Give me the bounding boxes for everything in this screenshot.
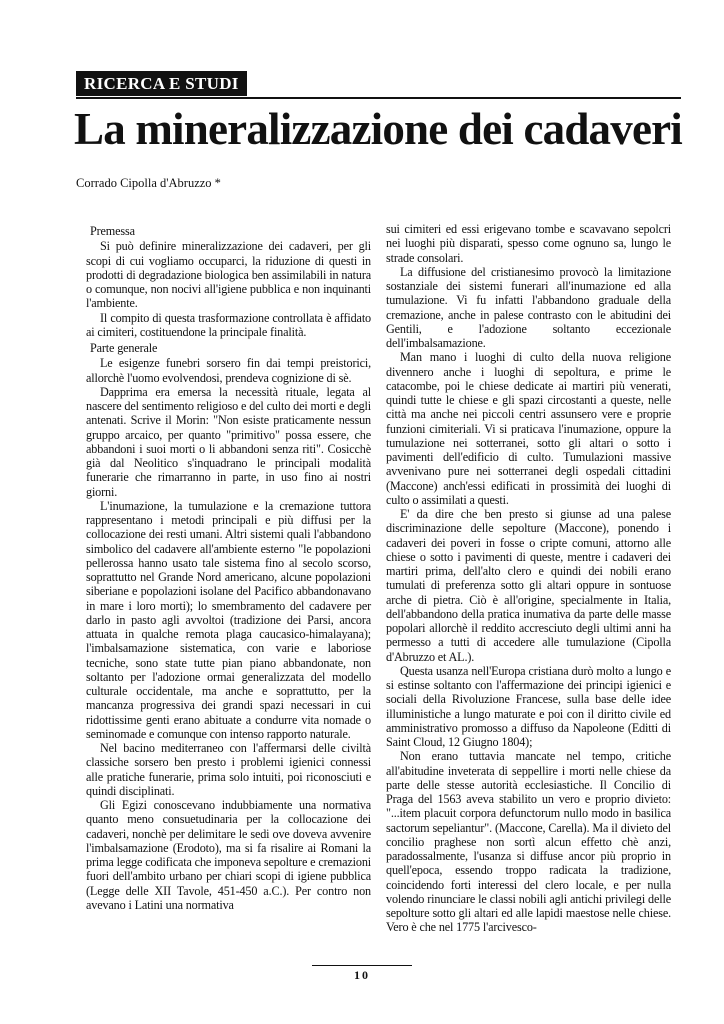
- section-heading-premessa: Premessa: [90, 224, 135, 238]
- paragraph: Le esigenze funebri sorsero fin dai tempi preistorici, allorchè l'uomo evolvendosi, prendeva cognizione di sè.: [86, 356, 371, 385]
- page-number: 10: [354, 968, 370, 982]
- paragraph: Non erano tuttavia mancate nel tempo, critiche all'abitudine inveterata di seppellire i morti nelle chiese da parte delle stesse autorità ecclesiastiche. Il Concilio di Praga del 1563 aveva stabilito un vero e proprio divieto: "...item placuit corpora defunctorum nullo modo in basilica sactorum sepeliantur". (Maccone, Carella). Ma il divieto del concilio praghese non sortì alcun effetto chè anzi, paradossalmente, l'usanza si diffuse ancor più proprio in quell'epoca, essendo troppo radicata la tradizione, coincidendo forti interessi del clero locale, e per nulla volendo rinunciare le classi nobili agli antichi privilegi delle sepolture sotto gli altari ed alle lapidi maestose nelle chiese. Vero è che nel 1775 l'arcivesco-: [386, 749, 671, 935]
- paragraph: Questa usanza nell'Europa cristiana durò molto a lungo e si estinse soltanto con l'affermazione dei principi igienici e sociali della Rivoluzione Francese, sulla base delle idee illuministiche a lungo maturate e poi con il diritto civile ed amministrativo promosso a diffuso da Napoleone (Editti di Saint Cloud, 12 Giugno 1804);: [386, 663, 671, 749]
- section-heading-parte-generale: Parte generale: [90, 341, 158, 355]
- header-rule: [76, 97, 681, 99]
- paragraph: Si può definire mineralizzazione dei cadaveri, per gli scopi di cui vogliamo occuparci, la riduzione di questi in prodotti di degradazione biologica ben assimilabili in natura o comunque, non nocivi all'igiene pubblica e non inquinanti l'ambiente.: [86, 239, 371, 311]
- paragraph: Il compito di questa trasformazione controllata è affidato ai cimiteri, costituendone la principale finalità.: [86, 310, 371, 339]
- paragraph: Nel bacino mediterraneo con l'affermarsi delle civiltà classiche sorsero ben presto i problemi igienici connessi alle pratiche funerarie, prima solo intuiti, poi riconosciuti e quindi disciplinati.: [86, 741, 371, 798]
- paragraph: Gli Egizi conoscevano indubbiamente una normativa quanto meno consuetudinaria per la collocazione dei cadaveri, nonchè per delimitare le sedi ove doveva avvenire l'imbalsamazione (Erodoto), ma si fa risalire ai Romani la prima legge codificata che imponeva sepolture e cremazioni fuori dell'ambito urbano per chiari scopi di igiene pubblica (Legge delle XII Tavole, 451-450 a.C.). Per contro non avevano i Latini una normativa: [86, 798, 371, 912]
- section-label: RICERCA E STUDI: [76, 71, 247, 96]
- article-author: Corrado Cipolla d'Abruzzo *: [76, 176, 221, 190]
- paragraph: Dapprima era emersa la necessità rituale, legata al nascere del sentimento religioso e del culto dei morti e degli antenati. Scrive il Morin: "Non esiste praticamente nessun gruppo arcaico, per quanto "primitivo" possa essere, che abbandoni i suoi morti o li abbandoni senza riti". Cosicchè già dal Neolitico s'inquadrano le principali modalità funerarie che rimarranno in parte, in uso fino ai nostri giorni.: [86, 384, 371, 499]
- article-title: La mineralizzazione dei cadaveri: [74, 104, 683, 154]
- left-column: [86, 222, 371, 912]
- paragraph: sui cimiteri ed essi erigevano tombe e scavavano sepolcri nei luoghi più disparati, spesso come ognuno sa, lungo le strade consolari.: [386, 222, 671, 265]
- right-column: [386, 222, 671, 935]
- paragraph: La diffusione del cristianesimo provocò la limitazione sostanziale dei sistemi funerari all'inumazione ed alla tumulazione. Vi fu infatti l'abbandono graduale della cremazione, anche in palese contrasto con le abitudini dei Gentili, e l'adozione soltanto eccezionale dell'imbalsamazione.: [386, 264, 671, 350]
- paragraph: E' da dire che ben presto si giunse ad una palese discriminazione delle sepolture (Maccone), ponendo i cadaveri dei poveri in fosse o cripte comuni, attorno alle chiese o sotto i pavimenti di queste, mentre i cadaveri dei martiri prima, dell'alto clero e quindi dei nobili erano tumulati di preferenza sotto gli altari oppure in sontuose arche di pietra. Ciò è all'origine, specialmente in Italia, dell'abbandono della pratica inumativa da parte delle masse popolari allorchè il reddito accresciuto degli ultimi anni ha permesso a tutti di accedere alle tumulazione (Cipolla d'Abruzzo et AL.).: [386, 507, 671, 664]
- footer-rule: [312, 965, 412, 966]
- paragraph: L'inumazione, la tumulazione e la cremazione tuttora rappresentano i metodi principali e più diffusi per la collocazione dei resti umani. Altri sistemi quali l'abbandono simbolico del cadavere all'ambiente esterno "le popolazioni pellerossa hanno usato tale sistema fino al secolo scorso, soprattutto nel Grande Nord americano, alcune popolazioni siberiane e popolazioni isolane del Pacifico abbandonavano in mare i loro morti); lo smembramento del cadavere per darlo in pasto agli avvoltoi (tradizione dei Parsi, ancora attuata in qualche remota plaga caucasico-himalayana); l'imbalsamazione sistematica, con varie e laboriose tecniche, sono state tutte pian piano abbandonate, non soltanto per l'adozione ormai generalizzata del modello culturale occidentale, ma anche e soprattutto, per la mancanza progressiva dei grandi spazi necessari in cui ridottissime genti erano abituate a condurre vita nomade o seminomade e comunque con intenso rapporto naturale.: [86, 498, 371, 741]
- paragraph: Man mano i luoghi di culto della nuova religione divennero anche i luoghi di sepoltura, e prime le catacombe, poi le chiese dedicate ai martiri più venerati, quindi tutte le chiese e gli spazi circostanti a queste, nelle città ma anche nei piccoli centri assunsero vere e proprie funzioni cimiteriali. Vi si praticava l'inumazione, oppure la tumulazione nei sotterranei, sotto gli altari o sotto i pavimenti dell'edificio di culto. Tumulazioni massive avvenivano pure nei sotterranei degli ospedali cittadini (Maccone) anch'essi edificati in prossimità dei luoghi di culto o assimilati a questi.: [386, 350, 671, 507]
